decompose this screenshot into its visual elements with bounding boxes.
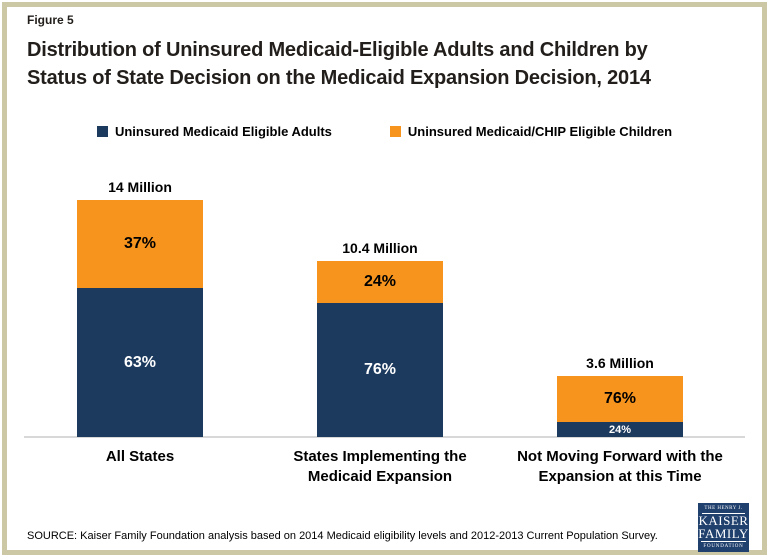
segment-percent-label: 24% <box>608 423 632 436</box>
category-label <box>15 447 265 467</box>
segment-percent-label: 37% <box>123 235 157 252</box>
bar-segment-children <box>317 261 443 303</box>
category-label <box>495 447 745 487</box>
bar-segment-children <box>77 200 203 288</box>
category-label-line: Not Moving Forward with the <box>517 448 723 465</box>
legend-label-adults: Uninsured Medicaid Eligible Adults <box>114 124 332 139</box>
bar-segment-adults <box>317 303 443 437</box>
legend-label-children: Uninsured Medicaid/CHIP Eligible Children <box>407 124 673 139</box>
figure-number-label: Figure 5 <box>27 13 74 27</box>
logo-line-henry: THE HENRY J. <box>702 505 744 514</box>
segment-percent-label: 76% <box>363 361 397 378</box>
bar-segment-adults <box>77 288 203 437</box>
category-label-line: All States <box>105 448 175 465</box>
category-label-line: Expansion at this Time <box>538 468 702 485</box>
bar-total-label: 14 Million <box>108 179 172 195</box>
logo-line-foundation: FOUNDATION <box>701 541 745 550</box>
category-label <box>255 447 505 487</box>
bar-total-label: 3.6 Million <box>586 355 654 371</box>
kff-foundation-logo <box>698 503 749 552</box>
chart-title-line2: Status of State Decision on the Medicaid Expansion Decision, 2014 <box>27 67 651 89</box>
bar-group <box>557 355 683 437</box>
bar-group <box>77 179 203 437</box>
segment-percent-label: 76% <box>603 390 637 407</box>
bar-group <box>317 240 443 437</box>
logo-line-family: FAMILY <box>698 526 749 541</box>
bar-segment-children <box>557 376 683 422</box>
logo-line-kaiser: KAISER <box>698 513 749 528</box>
category-label-line: States Implementing the <box>293 448 467 465</box>
segment-percent-label: 24% <box>363 273 397 290</box>
chart-title-line1: Distribution of Uninsured Medicaid-Eligible Adults and Children by <box>27 39 648 61</box>
bar-segment-adults <box>557 422 683 437</box>
segment-percent-label: 63% <box>123 353 157 371</box>
source-note: SOURCE: Kaiser Family Foundation analysis based on 2014 Medicaid eligibility levels and 2012-2013 Current Population Survey. <box>27 530 658 542</box>
category-label-line: Medicaid Expansion <box>307 468 453 485</box>
bar-total-label: 10.4 Million <box>342 240 418 256</box>
